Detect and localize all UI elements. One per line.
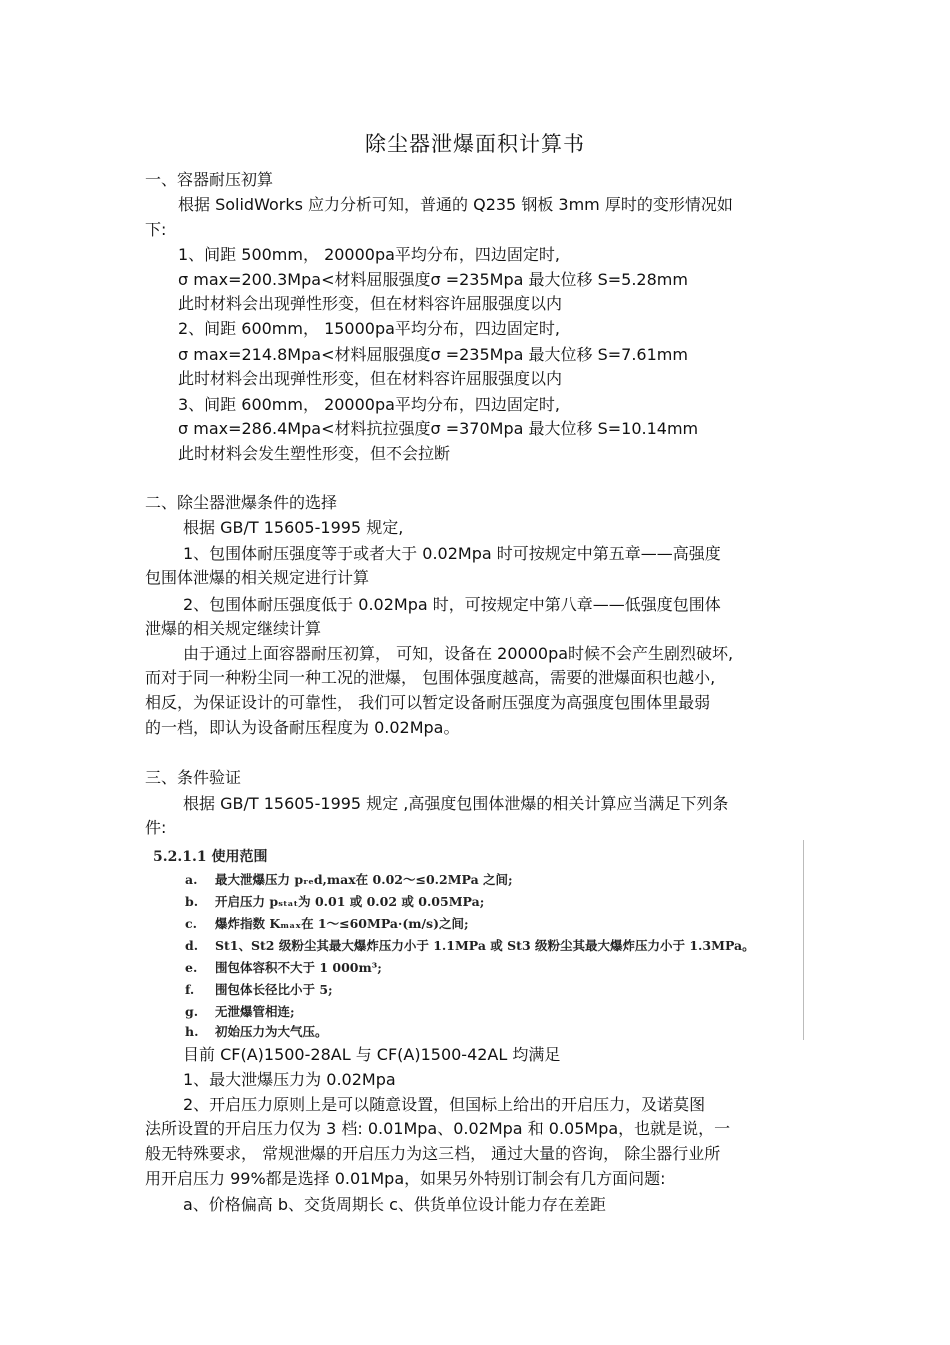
- standard-excerpt: [145, 840, 804, 1040]
- section3-basis-cont: 件:: [145, 818, 167, 837]
- section3-models: 目前 CF(A)1500-28AL 与 CF(A)1500-42AL 均满足: [183, 1045, 561, 1064]
- excerpt-item: g. 无泄爆管相连;: [185, 1004, 295, 1019]
- case1-result: σ max=200.3Mpa<材料屈服强度σ =235Mpa 最大位移 S=5.28mm: [178, 270, 688, 289]
- excerpt-item: h. 初始压力为大气压。: [185, 1024, 328, 1039]
- section2-conclusion-1: 由于通过上面容器耐压初算， 可知，设备在 20000pa时候不会产生剧烈破坏,: [183, 644, 734, 663]
- excerpt-heading: 5.2.1.1 使用范围: [153, 849, 268, 865]
- section1-intro: 根据 SolidWorks 应力分析可知，普通的 Q235 钢板 3mm 厚时的变形情况如: [178, 195, 733, 214]
- case3-spec: 3、间距 600mm， 20000pa平均分布，四边固定时,: [178, 395, 561, 414]
- section3-point2-4: 用开启压力 99%都是选择 0.01Mpa，如果另外特别订制会有几方面问题:: [145, 1169, 666, 1188]
- section3-point2-3: 般无特殊要求， 常规泄爆的开启压力为这三档， 通过大量的咨询， 除尘器行业所: [145, 1144, 721, 1163]
- document-title: 除尘器泄爆面积计算书: [365, 132, 585, 156]
- section3-point2-1: 2、开启压力原则上是可以随意设置，但国标上给出的开启压力，及诺莫图: [183, 1095, 706, 1114]
- section2-rule1-cont: 包围体泄爆的相关规定进行计算: [145, 568, 370, 587]
- excerpt-item: b. 开启压力 pₛₜₐₜ为 0.01 或 0.02 或 0.05MPa;: [185, 894, 485, 909]
- section2-basis: 根据 GB/T 15605-1995 规定,: [183, 518, 404, 537]
- section3-point1: 1、最大泄爆压力为 0.02Mpa: [183, 1070, 396, 1089]
- section2-conclusion-2: 而对于同一种粉尘同一种工况的泄爆， 包围体强度越高，需要的泄爆面积也越小,: [145, 668, 716, 687]
- section2-rule1: 1、包围体耐压强度等于或者大于 0.02Mpa 时可按规定中第五章——高强度: [183, 544, 721, 563]
- section3-basis: 根据 GB/T 15605-1995 规定 ,高强度包围体泄爆的相关计算应当满足下列条: [183, 794, 729, 813]
- case2-result: σ max=214.8Mpa<材料屈服强度σ =235Mpa 最大位移 S=7.61mm: [178, 345, 688, 364]
- section2-conclusion-3: 相反，为保证设计的可靠性， 我们可以暂定设备耐压强度为高强度包围体里最弱: [145, 693, 711, 712]
- section2-rule2-cont: 泄爆的相关规定继续计算: [145, 619, 322, 638]
- case2-note: 此时材料会出现弹性形变，但在材料容许屈服强度以内: [178, 369, 563, 388]
- section1-heading: 一、容器耐压初算: [145, 170, 274, 189]
- excerpt-item: a. 最大泄爆压力 pᵣₑd,max在 0.02～≤0.2MPa 之间;: [185, 872, 513, 887]
- excerpt-item: c. 爆炸指数 Kₘₐₓ在 1～≤60MPa·(m/s)之间;: [185, 916, 469, 931]
- excerpt-item: f. 围包体长径比小于 5;: [185, 982, 333, 997]
- section2-conclusion-4: 的一档，即认为设备耐压程度为 0.02Mpa。: [145, 718, 460, 737]
- case3-result: σ max=286.4Mpa<材料抗拉强度σ =370Mpa 最大位移 S=10.14mm: [178, 419, 699, 438]
- case1-spec: 1、间距 500mm， 20000pa平均分布，四边固定时,: [178, 245, 561, 264]
- section2-heading: 二、除尘器泄爆条件的选择: [145, 493, 338, 512]
- case3-note: 此时材料会发生塑性形变，但不会拉断: [178, 444, 451, 463]
- section2-rule2: 2、包围体耐压强度低于 0.02Mpa 时，可按规定中第八章——低强度包围体: [183, 595, 721, 614]
- section1-intro-cont: 下:: [145, 220, 167, 239]
- section3-heading: 三、条件验证: [145, 768, 242, 787]
- case2-spec: 2、间距 600mm， 15000pa平均分布，四边固定时,: [178, 319, 561, 338]
- section3-point2-2: 法所设置的开启压力仅为 3 档: 0.01Mpa、0.02Mpa 和 0.05Mpa，也就是说，一: [145, 1119, 731, 1138]
- excerpt-item: e. 围包体容积不大于 1 000m³;: [185, 960, 382, 975]
- excerpt-item: d. St1、St2 级粉尘其最大爆炸压力小于 1.1MPa 或 St3 级粉尘其最大爆炸压力小于 1.3MPa。: [185, 938, 755, 953]
- section3-issues: a、价格偏高 b、交货周期长 c、供货单位设计能力存在差距: [183, 1195, 606, 1214]
- case1-note: 此时材料会出现弹性形变，但在材料容许屈服强度以内: [178, 294, 563, 313]
